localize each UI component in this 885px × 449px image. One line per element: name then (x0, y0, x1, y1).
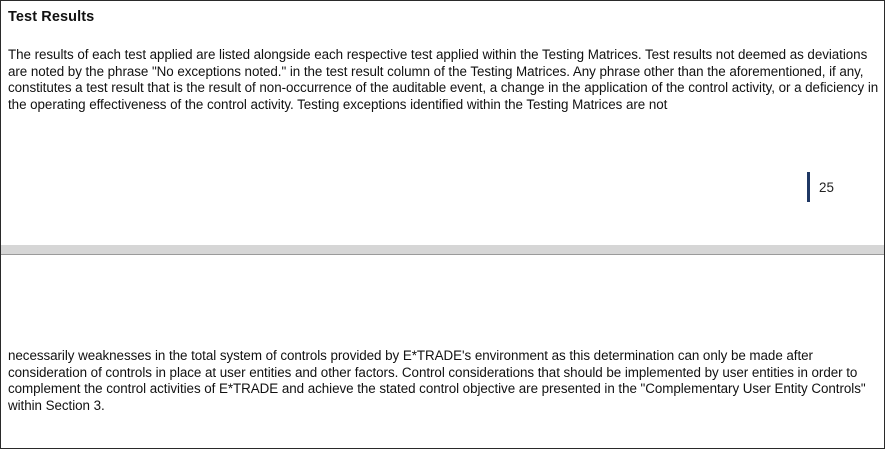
section-heading: Test Results (8, 9, 95, 25)
page-break-separator (1, 245, 884, 255)
page-bottom (1, 255, 884, 448)
page-number: 25 (819, 179, 834, 195)
paragraph-part-1: The results of each test applied are listed alongside each respective test applied within the Testing Matrices. Test results not deemed as deviations are noted by the phrase "No exceptions noted." in the test result column of the Testing Matrices. Any phrase other than the aforementioned, if any, constitutes a test result that is the result of non-occurrence of the auditable event, a change in the application of the control activity, or a deficiency in the operating effectiveness of the control activity. Testing exceptions identified within the Testing Matrices are not (8, 47, 879, 112)
page-footer (807, 172, 834, 202)
page-number-bar (807, 172, 810, 202)
page-bottom-margin (1, 145, 884, 245)
paragraph-part-2: necessarily weaknesses in the total system of controls provided by E*TRADE's environment as this determination can only be made after consideration of controls in place at user entities and other factors. Control considerations that should be implemented by user entities in order to complement the control activities of E*TRADE and achieve the stated control objective are presented in the "Complementary User Entity Controls" within Section 3. (8, 348, 866, 413)
page-top (1, 1, 884, 245)
